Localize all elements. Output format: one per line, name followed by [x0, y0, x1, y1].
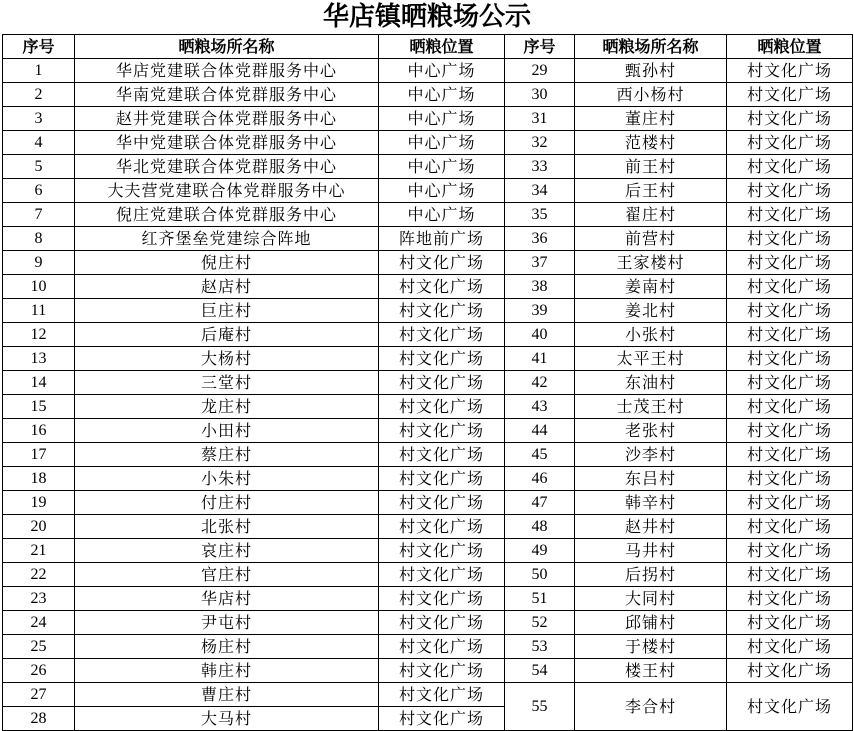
site-name: 甄孙村	[575, 59, 727, 83]
site-location: 村文化广场	[727, 179, 853, 203]
table-row	[3, 539, 853, 563]
row-number: 1	[3, 59, 75, 83]
row-number: 50	[505, 563, 575, 587]
row-number: 2	[3, 83, 75, 107]
site-location: 中心广场	[379, 155, 505, 179]
row-number: 39	[505, 299, 575, 323]
row-number: 5	[3, 155, 75, 179]
site-location: 村文化广场	[727, 155, 853, 179]
site-name: 李合村	[575, 683, 727, 731]
row-number: 47	[505, 491, 575, 515]
site-name: 楼王村	[575, 659, 727, 683]
row-number: 33	[505, 155, 575, 179]
site-location: 村文化广场	[727, 131, 853, 155]
site-name: 姜北村	[575, 299, 727, 323]
row-number: 53	[505, 635, 575, 659]
table-row	[3, 659, 853, 683]
site-location: 村文化广场	[727, 539, 853, 563]
header-row	[3, 35, 853, 59]
site-name: 后王村	[575, 179, 727, 203]
page-title: 华店镇晒粮场公示	[322, 2, 531, 32]
site-location: 村文化广场	[727, 323, 853, 347]
site-location: 村文化广场	[727, 299, 853, 323]
row-number: 52	[505, 611, 575, 635]
site-location: 阵地前广场	[379, 227, 505, 251]
row-number: 34	[505, 179, 575, 203]
site-name: 沙李村	[575, 443, 727, 467]
table-row	[3, 395, 853, 419]
table-row	[3, 107, 853, 131]
row-number: 44	[505, 419, 575, 443]
site-name: 邱铺村	[575, 611, 727, 635]
site-location: 村文化广场	[727, 659, 853, 683]
row-number: 4	[3, 131, 75, 155]
site-location: 村文化广场	[727, 611, 853, 635]
site-name: 马井村	[575, 539, 727, 563]
site-name: 倪庄党建联合体党群服务中心	[75, 203, 379, 227]
row-number: 16	[3, 419, 75, 443]
table-row	[3, 59, 853, 83]
row-number: 30	[505, 83, 575, 107]
table-row	[3, 371, 853, 395]
site-location: 村文化广场	[727, 563, 853, 587]
site-location: 中心广场	[379, 203, 505, 227]
site-location: 村文化广场	[379, 491, 505, 515]
site-location: 中心广场	[379, 107, 505, 131]
site-name: 韩辛村	[575, 491, 727, 515]
row-number: 29	[505, 59, 575, 83]
table-row	[3, 299, 853, 323]
site-name: 赵井村	[575, 515, 727, 539]
site-name: 东油村	[575, 371, 727, 395]
row-number: 7	[3, 203, 75, 227]
row-number: 3	[3, 107, 75, 131]
row-number: 23	[3, 587, 75, 611]
site-name: 华店村	[75, 587, 379, 611]
site-name: 赵井党建联合体党群服务中心	[75, 107, 379, 131]
site-name: 前王村	[575, 155, 727, 179]
site-name: 小田村	[75, 419, 379, 443]
table-row	[3, 491, 853, 515]
row-number: 25	[3, 635, 75, 659]
table-row	[3, 203, 853, 227]
row-number: 32	[505, 131, 575, 155]
site-location: 中心广场	[379, 131, 505, 155]
site-location: 村文化广场	[379, 707, 505, 731]
row-number: 21	[3, 539, 75, 563]
row-number: 42	[505, 371, 575, 395]
row-number: 8	[3, 227, 75, 251]
site-location: 中心广场	[379, 59, 505, 83]
site-name: 西小杨村	[575, 83, 727, 107]
site-location: 村文化广场	[379, 515, 505, 539]
row-number: 26	[3, 659, 75, 683]
row-number: 49	[505, 539, 575, 563]
row-number: 43	[505, 395, 575, 419]
table-row	[3, 563, 853, 587]
table-row	[3, 179, 853, 203]
site-location: 村文化广场	[379, 275, 505, 299]
site-location: 村文化广场	[379, 347, 505, 371]
site-location: 村文化广场	[379, 587, 505, 611]
row-number: 37	[505, 251, 575, 275]
table-row	[3, 443, 853, 467]
row-number: 10	[3, 275, 75, 299]
site-location: 村文化广场	[727, 443, 853, 467]
table-row	[3, 515, 853, 539]
site-name: 前营村	[575, 227, 727, 251]
table-row	[3, 323, 853, 347]
table-row	[3, 611, 853, 635]
site-location: 村文化广场	[379, 371, 505, 395]
row-number: 13	[3, 347, 75, 371]
table-row	[3, 251, 853, 275]
header-seq-left: 序号	[3, 35, 75, 59]
table-row	[3, 419, 853, 443]
site-name: 大马村	[75, 707, 379, 731]
site-location: 村文化广场	[727, 683, 853, 731]
header-place-left: 晒粮位置	[379, 35, 505, 59]
site-location: 村文化广场	[727, 395, 853, 419]
table-row	[3, 347, 853, 371]
site-name: 翟庄村	[575, 203, 727, 227]
row-number: 27	[3, 683, 75, 707]
header-name-left: 晒粮场所名称	[75, 35, 379, 59]
row-number: 51	[505, 587, 575, 611]
row-number: 48	[505, 515, 575, 539]
site-name: 巨庄村	[75, 299, 379, 323]
site-location: 村文化广场	[379, 659, 505, 683]
site-name: 华店党建联合体党群服务中心	[75, 59, 379, 83]
site-name: 于楼村	[575, 635, 727, 659]
row-number: 14	[3, 371, 75, 395]
site-location: 村文化广场	[727, 275, 853, 299]
site-name: 后拐村	[575, 563, 727, 587]
site-location: 村文化广场	[379, 443, 505, 467]
site-name: 北张村	[75, 515, 379, 539]
row-number: 31	[505, 107, 575, 131]
site-location: 村文化广场	[727, 203, 853, 227]
row-number: 11	[3, 299, 75, 323]
site-name: 华北党建联合体党群服务中心	[75, 155, 379, 179]
header-name-right: 晒粮场所名称	[575, 35, 727, 59]
site-location: 村文化广场	[727, 371, 853, 395]
drying-field-table	[2, 34, 853, 731]
site-name: 三堂村	[75, 371, 379, 395]
row-number: 6	[3, 179, 75, 203]
table-row	[3, 131, 853, 155]
table-row	[3, 635, 853, 659]
site-location: 村文化广场	[379, 299, 505, 323]
row-number: 55	[505, 683, 575, 731]
row-number: 40	[505, 323, 575, 347]
site-location: 村文化广场	[379, 563, 505, 587]
site-name: 大杨村	[75, 347, 379, 371]
site-location: 村文化广场	[379, 467, 505, 491]
site-name: 龙庄村	[75, 395, 379, 419]
header-place-right: 晒粮位置	[727, 35, 853, 59]
table-row	[3, 683, 853, 707]
table-row	[3, 467, 853, 491]
site-name: 姜南村	[575, 275, 727, 299]
site-location: 村文化广场	[727, 515, 853, 539]
row-number: 46	[505, 467, 575, 491]
site-location: 村文化广场	[727, 227, 853, 251]
site-location: 村文化广场	[379, 323, 505, 347]
row-number: 54	[505, 659, 575, 683]
row-number: 12	[3, 323, 75, 347]
site-name: 赵店村	[75, 275, 379, 299]
site-location: 村文化广场	[727, 59, 853, 83]
site-location: 中心广场	[379, 83, 505, 107]
site-location: 村文化广场	[379, 419, 505, 443]
site-location: 村文化广场	[727, 587, 853, 611]
site-name: 后庵村	[75, 323, 379, 347]
header-seq-right: 序号	[505, 35, 575, 59]
site-location: 村文化广场	[727, 83, 853, 107]
row-number: 15	[3, 395, 75, 419]
table-row	[3, 275, 853, 299]
row-number: 35	[505, 203, 575, 227]
site-name: 小张村	[575, 323, 727, 347]
site-location: 村文化广场	[727, 467, 853, 491]
site-name: 红齐堡垒党建综合阵地	[75, 227, 379, 251]
row-number: 19	[3, 491, 75, 515]
site-name: 东吕村	[575, 467, 727, 491]
row-number: 20	[3, 515, 75, 539]
site-name: 华南党建联合体党群服务中心	[75, 83, 379, 107]
site-location: 村文化广场	[727, 107, 853, 131]
site-name: 太平王村	[575, 347, 727, 371]
row-number: 22	[3, 563, 75, 587]
site-location: 村文化广场	[727, 635, 853, 659]
row-number: 41	[505, 347, 575, 371]
row-number: 24	[3, 611, 75, 635]
row-number: 17	[3, 443, 75, 467]
table-row	[3, 83, 853, 107]
site-name: 老张村	[575, 419, 727, 443]
site-location: 中心广场	[379, 179, 505, 203]
site-location: 村文化广场	[727, 419, 853, 443]
site-location: 村文化广场	[379, 251, 505, 275]
site-name: 付庄村	[75, 491, 379, 515]
row-number: 38	[505, 275, 575, 299]
site-name: 董庄村	[575, 107, 727, 131]
site-name: 哀庄村	[75, 539, 379, 563]
site-name: 大同村	[575, 587, 727, 611]
site-name: 士茂王村	[575, 395, 727, 419]
site-name: 蔡庄村	[75, 443, 379, 467]
site-name: 韩庄村	[75, 659, 379, 683]
site-location: 村文化广场	[379, 683, 505, 707]
row-number: 9	[3, 251, 75, 275]
table-row	[3, 227, 853, 251]
site-location: 村文化广场	[727, 491, 853, 515]
site-location: 村文化广场	[379, 539, 505, 563]
table-row	[3, 587, 853, 611]
site-name: 曹庄村	[75, 683, 379, 707]
site-location: 村文化广场	[379, 395, 505, 419]
table-row	[3, 155, 853, 179]
site-name: 倪庄村	[75, 251, 379, 275]
site-location: 村文化广场	[727, 251, 853, 275]
site-name: 小朱村	[75, 467, 379, 491]
site-location: 村文化广场	[379, 635, 505, 659]
row-number: 36	[505, 227, 575, 251]
row-number: 45	[505, 443, 575, 467]
site-location: 村文化广场	[727, 347, 853, 371]
site-name: 尹屯村	[75, 611, 379, 635]
site-location: 村文化广场	[379, 611, 505, 635]
site-name: 官庄村	[75, 563, 379, 587]
row-number: 28	[3, 707, 75, 731]
row-number: 18	[3, 467, 75, 491]
site-name: 杨庄村	[75, 635, 379, 659]
site-name: 大夫营党建联合体党群服务中心	[75, 179, 379, 203]
site-name: 范楼村	[575, 131, 727, 155]
site-name: 华中党建联合体党群服务中心	[75, 131, 379, 155]
site-name: 王家楼村	[575, 251, 727, 275]
